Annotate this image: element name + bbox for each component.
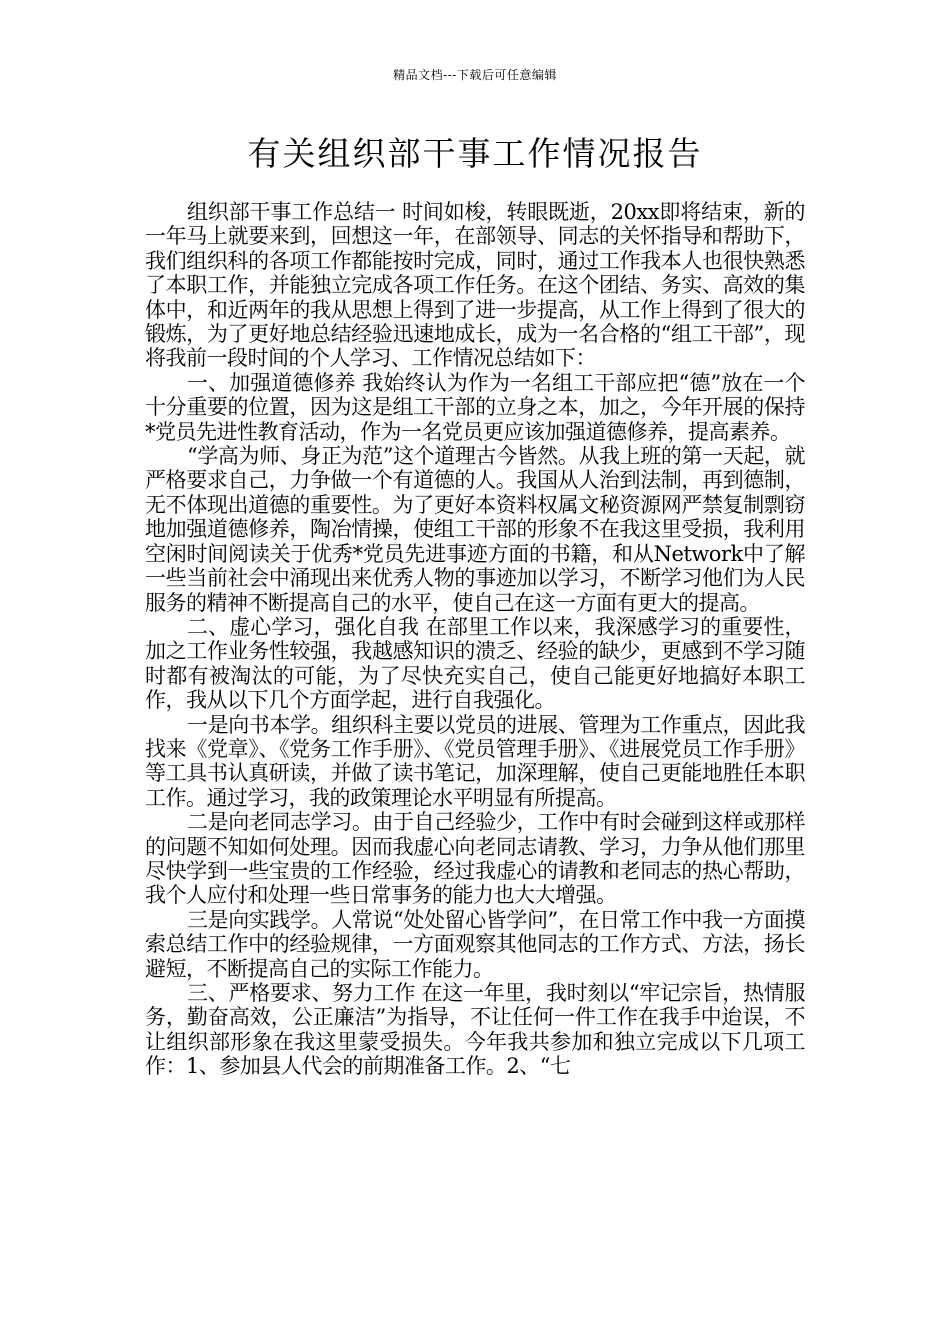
paragraph-section-1: 一、加强道德修养 我始终认为作为一名组工干部应把“德”放在一个十分重要的位置，因为这是组工干部的立身之本，加之，今年开展的保持*党员先进性教育活动，作为一名党员更应该加强道德修养，提高素养。 [145,370,805,444]
document-title: 有关组织部干事工作情况报告 [247,134,703,173]
paragraph-section-2-colleagues: 二是向老同志学习。由于自己经验少，工作中有时会碰到这样或那样的问题不知如何处理。因而我虚心向老同志请教、学习，力争从他们那里尽快学到一些宝贵的工作经验，经过我虚心的请教和老同志的热心帮助，我个人应付和处理一些日常事务的能力也大大增强。 [145,810,805,908]
document-body [145,200,805,1079]
paragraph-section-3: 三、严格要求、努力工作 在这一年里，我时刻以“牢记宗旨，热情服务，勤奋高效，公正廉洁”为指导，不让任何一件工作在我手中迨误，不让组织部形象在我这里蒙受损失。今年我共参加和独立完成以下几项工作：1、参加县人代会的前期准备工作。2、“七 [145,981,805,1079]
paragraph-intro: 组织部干事工作总结一 时间如梭，转眼既逝，20xx即将结束，新的一年马上就要来到，回想这一年，在部领导、同志的关怀指导和帮助下，我们组织科的各项工作都能按时完成，同时，通过工作我本人也很快熟悉了本职工作，并能独立完成各项工作任务。在这个团结、务实、高效的集体中，和近两年的我从思想上得到了进一步提高，从工作上得到了很大的锻炼，为了更好地总结经验迅速地成长，成为一名合格的“组工干部”，现将我前一段时间的个人学习、工作情况总结如下： [145,200,805,371]
paragraph-section-2-books: 一是向书本学。组织科主要以党员的进展、管理为工作重点，因此我找来《党章》、《党务工作手册》、《党员管理手册》、《进展党员工作手册》等工具书认真研读，并做了读书笔记，加深理解，使自己更能地胜任本职工作。通过学习，我的政策理论水平明显有所提高。 [145,712,805,810]
paragraph-section-2: 二、虚心学习，强化自我 在部里工作以来，我深感学习的重要性，加之工作业务性较强，我越感知识的溃乏、经验的缺少，更感到不学习随时都有被淘汰的可能，为了尽快充实自己，使自己能更好地搞好本职工作，我从以下几个方面学起，进行自我强化。 [145,614,805,713]
paragraph-section-1-detail: “学高为师、身正为范”这个道理古今皆然。从我上班的第一天起，就严格要求自己，力争做一个有道德的人。我国从人治到法制，再到德制，无不体现出道德的重要性。为了更好本资料权属文秘资源网严禁复制剽窃地加强道德修养，陶冶情操，使组工干部的形象不在我这里受损，我利用空闲时间阅读关于优秀*党员先进事迹方面的书籍，和从Network中了解一些当前社会中涌现出来优秀人物的事迹加以学习，不断学习他们为人民服务的精神不断提高自己的水平，使自己在这一方面有更大的提高。 [145,444,805,615]
paragraph-section-2-practice: 三是向实践学。人常说“处处留心皆学问”，在日常工作中我一方面摸索总结工作中的经验规律，一方面观察其他同志的工作方式、方法，扬长避短，不断提高自己的实际工作能力。 [145,907,805,981]
page-header-note: 精品文档---下载后可任意编辑 [393,68,557,82]
